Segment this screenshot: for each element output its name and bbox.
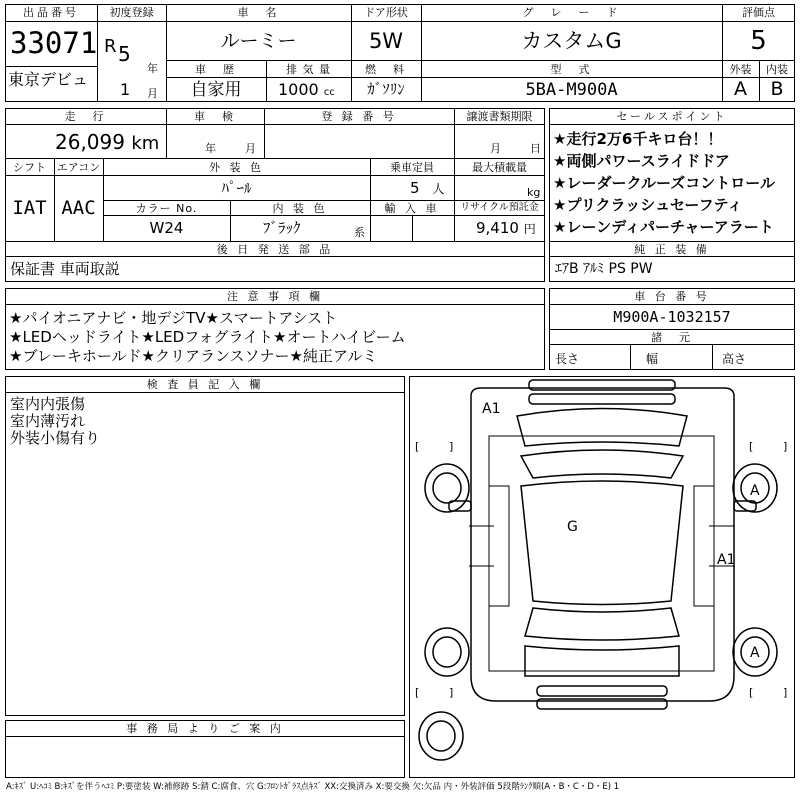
reg-month-unit: 月 [147, 87, 158, 100]
inspector-line-3: 外装小傷有り [10, 429, 101, 447]
score: 5 [750, 26, 767, 56]
ext-color-label: 外 装 色 [209, 161, 264, 174]
first-reg-label: 初度登録 [109, 6, 154, 19]
svg-text:]: ] [449, 440, 454, 453]
svg-text:]: ] [449, 686, 454, 699]
svg-text:]: ] [783, 440, 788, 453]
displacement-label: 排 気 量 [286, 63, 331, 76]
length-label: 長さ [555, 352, 580, 366]
transfer-month-unit: 月 [490, 142, 501, 155]
svg-text:]: ] [783, 686, 788, 699]
damage-mark-front: A1 [482, 401, 501, 417]
svg-text:[: [ [415, 686, 420, 699]
import-label: 輸 入 車 [384, 202, 440, 215]
legend: A:ｷｽﾞ U:ﾍｺﾐ B:ｷｽﾞを伴うﾍｺﾐ P:要塗装 W:補修跡 S:錆 C:腐食、穴 G:ﾌﾛﾝﾄｶﾞﾗｽ点ｷｽﾞ XX:交換済み X:要交換 欠:欠品 内・外装評価 5段階ﾗﾝｸ順(A・B・C・D・E) 1 [6, 782, 620, 792]
grade-label: グ レ ー ド [522, 6, 621, 19]
color-no: W24 [149, 219, 184, 237]
inspector-line-2: 室内薄汚れ [10, 412, 86, 430]
displacement [278, 82, 335, 98]
later-parts: 保証書 車両取説 [10, 260, 120, 278]
era-letter: R [104, 36, 117, 57]
reg-year: 5 [118, 42, 131, 66]
history-label: 車 歴 [195, 63, 237, 76]
sales-point-1: ★走行2万6千キロ台！！ [553, 130, 723, 148]
color-no-label: カラー No. [135, 202, 198, 215]
int-color-unit: 系 [354, 226, 365, 239]
aircon-label: エアコン [56, 161, 101, 174]
ext-color: ﾊﾟｰﾙ [221, 179, 252, 197]
damage-mark-front-right-wheel: A [750, 483, 760, 499]
grade: カスタムG [521, 29, 622, 53]
car-name: ルーミー [220, 30, 297, 52]
inspector-label: 検 査 員 記 入 欄 [146, 378, 264, 391]
inspector-line-1: 室内内張傷 [10, 395, 86, 413]
recycle-unit: 円 [523, 222, 536, 236]
fuel: ｶﾞｿﾘﾝ [367, 80, 405, 98]
model-code: 5BA-M900A [525, 80, 618, 100]
plate-label: 登 録 番 号 [321, 110, 397, 123]
car-body-diagram [409, 376, 795, 778]
damage-mark-roof: G [567, 519, 578, 535]
capacity-value: 5 [410, 179, 420, 197]
recycle [476, 221, 536, 236]
int-color-label: 内 装 色 [272, 202, 328, 215]
equipment-label: 純 正 装 備 [634, 243, 710, 256]
sales-point-4: ★プリクラッシュセーフティ [553, 196, 743, 214]
mileage-unit: km [131, 133, 160, 154]
fuel-label: 燃 料 [365, 63, 407, 76]
model-label: 型 式 [550, 63, 593, 76]
sales-points-label: セールスポイント [616, 110, 728, 123]
dimensions-label: 諸 元 [651, 331, 693, 344]
transfer-day-unit: 日 [530, 142, 541, 155]
shift: IAT [12, 197, 47, 219]
notes-line-1: ★パイオニアナビ・地デジTV★スマートアシスト [9, 309, 338, 327]
ext-grade: A [734, 78, 747, 100]
notes-label: 注 意 事 項 欄 [227, 290, 323, 303]
office-label: 事 務 局 よ り ご 案 内 [126, 722, 284, 735]
height-label: 高さ [722, 352, 747, 366]
shift-label: シフト [13, 161, 46, 174]
equipment: ｴｱB ｱﾙﾐ PS PW [555, 261, 653, 277]
width-label: 幅 [646, 352, 659, 366]
mileage [55, 132, 159, 153]
sales-point-2: ★両側パワースライドドア [553, 152, 730, 170]
score-label: 評価点 [742, 6, 775, 19]
venue: 東京デビュ [8, 70, 89, 89]
mileage-label: 走 行 [64, 110, 107, 123]
notes-line-2: ★LEDヘッドライト★LEDフォグライト★オートハイビーム [9, 328, 406, 346]
load-label: 最大積載量 [472, 161, 527, 174]
damage-mark-rear-right-wheel: A [750, 645, 760, 661]
reg-month: 1 [120, 80, 131, 99]
door-type: 5W [368, 29, 404, 53]
lot-number: 33071 [10, 26, 98, 60]
int-grade-label: 内装 [766, 63, 788, 76]
aircon: AAC [61, 197, 96, 219]
chassis-label: 車 台 番 号 [634, 290, 710, 303]
later-parts-label: 後 日 発 送 部 品 [216, 243, 334, 256]
recycle-value: 9,410 [476, 219, 519, 237]
load-unit: kg [527, 186, 541, 199]
int-color: ﾌﾞﾗｯｸ [263, 219, 301, 237]
insp-year-unit: 年 [205, 142, 216, 155]
int-grade: B [770, 78, 784, 100]
capacity-label: 乗車定員 [390, 161, 434, 174]
history: 自家用 [190, 80, 242, 100]
svg-text:[: [ [415, 440, 420, 453]
sales-point-3: ★レーダークルーズコントロール [553, 174, 775, 192]
reg-year-unit: 年 [147, 62, 158, 75]
door-label: ドア形状 [364, 6, 408, 19]
recycle-label: リサイクル預託金 [460, 202, 539, 213]
capacity-unit: 人 [432, 182, 445, 196]
chassis-number: M900A-1032157 [613, 308, 731, 326]
svg-text:[: [ [749, 440, 754, 453]
lot-number-label: 出品番号 [23, 6, 79, 19]
transfer-label: 譲渡書類期限 [466, 110, 533, 123]
sales-point-5: ★レーンディパーチャーアラート [553, 218, 774, 236]
damage-mark-right-side: A1 [717, 552, 736, 568]
capacity [410, 181, 444, 196]
ext-grade-label: 外装 [729, 63, 752, 76]
svg-text:[: [ [749, 686, 754, 699]
car-name-label: 車 名 [237, 6, 280, 19]
insp-month-unit: 月 [245, 142, 256, 155]
inspection-label: 車 検 [194, 110, 236, 123]
displacement-value: 1000 [278, 80, 319, 99]
displacement-unit: cc [323, 87, 335, 98]
notes-line-3: ★ブレーキホールド★クリアランスソナー★純正アルミ [9, 347, 378, 365]
mileage-value: 26,099 [55, 130, 125, 154]
